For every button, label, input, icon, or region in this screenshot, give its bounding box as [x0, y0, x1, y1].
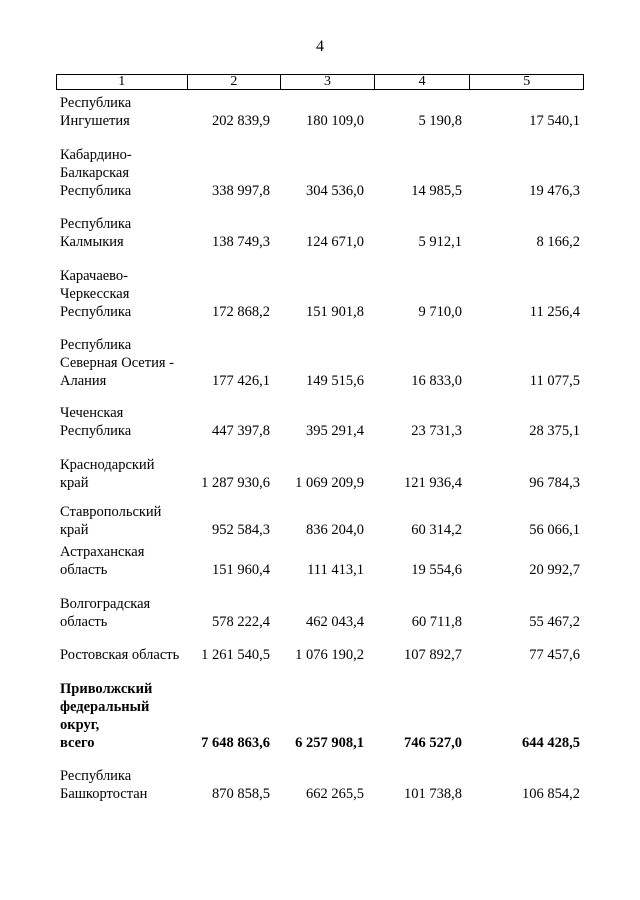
row-value-col3: 1 076 190,2: [295, 647, 364, 663]
row-value-col5: 11 077,5: [529, 373, 580, 389]
row-value-col2: 202 839,9: [212, 113, 270, 129]
row-value-col4: 23 731,3: [411, 423, 462, 439]
table-row: [56, 595, 584, 631]
header-col-5: 5: [469, 75, 583, 89]
page-number: 4: [316, 38, 324, 55]
table-row: [56, 267, 584, 321]
header-col-3: 3: [280, 75, 374, 89]
table-row: [56, 543, 584, 579]
row-name: Карачаево- Черкесская Республика: [60, 268, 132, 320]
row-value-col3: 6 257 908,1: [295, 735, 364, 751]
row-value-col3: 662 265,5: [306, 786, 364, 802]
row-name: Республика Ингушетия: [60, 95, 132, 129]
row-name: Приволжский федеральный округ, всего: [60, 681, 153, 751]
row-value-col5: 56 066,1: [529, 522, 580, 538]
row-value-col3: 304 536,0: [306, 183, 364, 199]
table-row: [56, 146, 584, 200]
row-value-col2: 1 261 540,5: [201, 647, 270, 663]
row-value-col2: 172 868,2: [212, 304, 270, 320]
row-value-col2: 952 584,3: [212, 522, 270, 538]
row-value-col4: 746 527,0: [404, 735, 462, 751]
row-value-col3: 124 671,0: [306, 234, 364, 250]
row-value-col5: 17 540,1: [529, 113, 580, 129]
row-value-col4: 5 190,8: [418, 113, 462, 129]
row-value-col4: 16 833,0: [411, 373, 462, 389]
row-value-col2: 870 858,5: [212, 786, 270, 802]
table-row: [56, 767, 584, 803]
row-value-col5: 11 256,4: [529, 304, 580, 320]
row-name: Ростовская область: [60, 647, 180, 663]
table-row: [56, 646, 584, 664]
row-value-col4: 5 912,1: [418, 234, 462, 250]
row-value-col3: 395 291,4: [306, 423, 364, 439]
row-value-col5: 96 784,3: [529, 475, 580, 491]
row-value-col3: 1 069 209,9: [295, 475, 364, 491]
row-value-col5: 55 467,2: [529, 614, 580, 630]
row-value-col2: 447 397,8: [212, 423, 270, 439]
row-name: Ставропольский край: [60, 504, 162, 538]
row-name: Краснодарский край: [60, 457, 155, 491]
row-value-col3: 462 043,4: [306, 614, 364, 630]
header-col-1: 1: [118, 74, 126, 89]
row-value-col5: 28 375,1: [529, 423, 580, 439]
row-value-col2: 7 648 863,6: [201, 735, 270, 751]
row-value-col2: 338 997,8: [212, 183, 270, 199]
row-name: Чеченская Республика: [60, 405, 132, 439]
row-value-col5: 8 166,2: [536, 234, 580, 250]
row-value-col3: 836 204,0: [306, 522, 364, 538]
table-row: [56, 94, 584, 130]
row-value-col5: 19 476,3: [529, 183, 580, 199]
row-value-col5: 644 428,5: [522, 735, 580, 751]
row-value-col5: 77 457,6: [529, 647, 580, 663]
table-header: [56, 74, 584, 90]
row-value-col3: 111 413,1: [307, 562, 364, 578]
row-value-col4: 121 936,4: [404, 475, 462, 491]
row-value-col3: 180 109,0: [306, 113, 364, 129]
header-col-2: 2: [187, 75, 281, 89]
row-value-col5: 20 992,7: [529, 562, 580, 578]
row-value-col2: 138 749,3: [212, 234, 270, 250]
table-row-total: [56, 680, 584, 752]
row-value-col4: 60 711,8: [411, 614, 462, 630]
table-row: [56, 404, 584, 440]
row-name: Волгоградская область: [60, 596, 151, 630]
table-row: [56, 336, 584, 390]
row-value-col5: 106 854,2: [522, 786, 580, 802]
row-value-col2: 578 222,4: [212, 614, 270, 630]
row-value-col3: 149 515,6: [306, 373, 364, 389]
row-value-col2: 151 960,4: [212, 562, 270, 578]
row-value-col4: 101 738,8: [404, 786, 462, 802]
header-col-4: 4: [374, 75, 470, 89]
row-name: Республика Калмыкия: [60, 216, 132, 250]
table-row: [56, 503, 584, 539]
table-row: [56, 456, 584, 492]
table-row: [56, 215, 584, 251]
row-value-col4: 19 554,6: [411, 562, 462, 578]
row-value-col2: 1 287 930,6: [201, 475, 270, 491]
row-value-col2: 177 426,1: [212, 373, 270, 389]
row-name: Кабардино- Балкарская Республика: [60, 147, 132, 199]
row-name: Астраханская область: [60, 544, 145, 578]
row-name: Республика Башкортостан: [60, 768, 148, 802]
row-value-col4: 60 314,2: [411, 522, 462, 538]
row-value-col4: 9 710,0: [418, 304, 462, 320]
row-value-col4: 107 892,7: [404, 647, 462, 663]
row-value-col3: 151 901,8: [306, 304, 364, 320]
row-name: Республика Северная Осетия - Алания: [60, 337, 174, 389]
row-value-col4: 14 985,5: [411, 183, 462, 199]
